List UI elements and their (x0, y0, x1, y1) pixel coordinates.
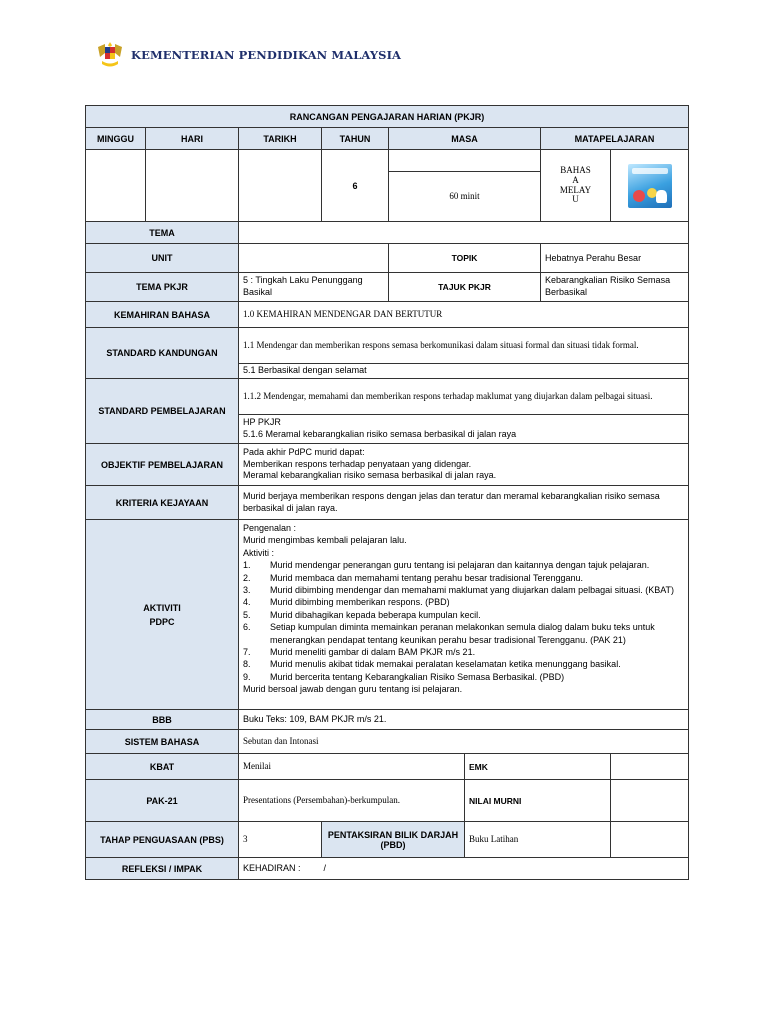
tema-value (239, 222, 689, 244)
label-pak21: PAK-21 (86, 780, 239, 822)
col-tahun: TAHUN (322, 128, 389, 150)
label-aktiviti (86, 520, 239, 710)
label-pentaksiran: PENTAKSIRAN BILIK DARJAH (PBD) (322, 822, 465, 858)
subject-line: U (572, 194, 579, 205)
col-matapelajaran: MATAPELAJARAN (541, 128, 689, 150)
aktiviti-sub-label: Aktiviti : (243, 547, 275, 558)
list-item: 9. Murid bercerita tentang Kebarangkalian Risiko Semasa Berbasikal. (PBD) (243, 671, 565, 682)
kemahiran-value: 1.0 KEMAHIRAN MENDENGAR DAN BERTUTUR (239, 302, 689, 328)
masa-blank (389, 150, 541, 172)
tahun-value: 6 (322, 150, 389, 222)
bbb-value: Buku Teks: 109, BAM PKJR m/s 21. (239, 710, 689, 730)
topik-value: Hebatnya Perahu Besar (541, 244, 689, 273)
ministry-header (95, 40, 401, 70)
tarikh-value (239, 150, 322, 222)
objektif-line: Pada akhir PdPC murid dapat: (243, 446, 365, 457)
aktiviti-list (243, 559, 684, 683)
label-tema: TEMA (86, 222, 239, 244)
kriteria-value: Murid berjaya memberikan respons dengan jelas dan teratur dan meramal kebarangkalian risiko semasa berbasikal di jalan raya. (239, 486, 689, 520)
objektif-cell (239, 444, 689, 486)
pengenalan-label: Pengenalan : (243, 523, 297, 533)
label-unit: UNIT (86, 244, 239, 273)
label-kemahiran: KEMAHIRAN BAHASA (86, 302, 239, 328)
label-objektif: OBJEKTIF PEMBELAJARAN (86, 444, 239, 486)
subject-name (541, 150, 611, 222)
tahap-value: 3 (239, 822, 322, 858)
aktiviti-label: AKTIVITI (143, 602, 181, 613)
sistem-bahasa-value: Sebutan dan Intonasi (239, 730, 689, 754)
list-item: 4. Murid dibimbing memberikan respons. (PBD) (243, 597, 450, 608)
label-refleksi: REFLEKSI / IMPAK (86, 858, 239, 880)
standard-pembelajaran-value: 1.1.2 Mendengar, memahami dan memberikan respons terhadap maklumat yang diujarkan dalam pelbagai situasi. (239, 379, 689, 415)
subject-line: MELAY (559, 184, 592, 195)
lesson-plan-table (85, 105, 689, 880)
standard-kandungan-value: 1.1 Mendengar dan memberikan respons semasa berkomunikasi dalam situasi formal dan situasi tidak formal. (239, 328, 689, 364)
pengenalan-text: Murid mengimbas kembali pelajaran lalu. (243, 535, 407, 546)
kbat-value: Menilai (239, 754, 465, 780)
list-item: 7. Murid meneliti gambar di dalam BAM PKJR m/s 21. (243, 647, 476, 658)
emk-value (611, 754, 689, 780)
ministry-name: KEMENTERIAN PENDIDIKAN MALAYSIA (131, 48, 402, 62)
label-tahap: TAHAP PENGUASAAN (PBS) (86, 822, 239, 858)
label-sistem-bahasa: SISTEM BAHASA (86, 730, 239, 754)
label-kriteria: KRITERIA KEJAYAAN (86, 486, 239, 520)
label-tajuk-pkjr: TAJUK PKJR (389, 273, 541, 302)
col-tarikh: TARIKH (239, 128, 322, 150)
label-topik: TOPIK (389, 244, 541, 273)
masa-value: 60 minit (389, 172, 541, 222)
list-item: 5. Murid dibahagikan kepada beberapa kumpulan kecil. (243, 609, 481, 620)
tajuk-pkjr-value: Kebarangkalian Risiko Semasa Berbasikal (541, 273, 689, 302)
col-masa: MASA (389, 128, 541, 150)
nilai-murni-value (611, 780, 689, 822)
col-hari: HARI (146, 128, 239, 150)
kehadiran-separator: / (323, 862, 327, 873)
kehadiran-label: KEHADIRAN : (243, 862, 301, 873)
label-standard-pembelajaran: STANDARD PEMBELAJARAN (86, 379, 239, 444)
malaysia-crest-icon (95, 41, 125, 69)
subject-cover (611, 150, 689, 222)
list-item: 6. Setiap kumpulan diminta memainkan peranan melakonkan semula dialog dalam buku teks untuk menerangkan pendapat tentang keunikan perahu besar tradisional Terengganu. (PAK 21) (243, 622, 655, 645)
list-item: 1. Murid mendengar penerangan guru tentang isi pelajaran dan kaitannya dengan tajuk pelajaran. (243, 560, 650, 571)
pak21-value: Presentations (Persembahan)-berkumpulan. (239, 780, 465, 822)
tema-pkjr-value: 5 : Tingkah Laku Penunggang Basikal (239, 273, 389, 302)
label-tema-pkjr: TEMA PKJR (86, 273, 239, 302)
subject-line: BAHAS (560, 164, 591, 175)
unit-value (239, 244, 389, 273)
col-minggu: MINGGU (86, 128, 146, 150)
penutup-text: Murid bersoal jawab dengan guru tentang isi pelajaran. (243, 684, 463, 695)
hp-pkjr-cell (239, 415, 689, 444)
label-bbb: BBB (86, 710, 239, 730)
hari-value (146, 150, 239, 222)
objektif-line: Memberikan respons terhadap penyataan yang didengar. (243, 458, 472, 469)
pdpc-label: PDPC (149, 616, 175, 627)
pentaksiran-value: Buku Latihan (465, 822, 611, 858)
standard-kandungan-pkjr: 5.1 Berbasikal dengan selamat (239, 364, 689, 379)
refleksi-cell (239, 858, 689, 880)
subject-line: A (572, 174, 579, 185)
label-emk: EMK (465, 754, 611, 780)
objektif-line: Meramal kebarangkalian risiko semasa berbasikal di jalan raya. (243, 470, 497, 481)
list-item: 2. Murid membaca dan memahami tentang perahu besar tradisional Terengganu. (243, 572, 584, 583)
hp-pkjr-label: HP PKJR (243, 417, 281, 428)
hp-pkjr-text: 5.1.6 Meramal kebarangkalian risiko semasa berbasikal di jalan raya (243, 429, 517, 439)
plan-title: RANCANGAN PENGAJARAN HARIAN (PKJR) (86, 106, 689, 128)
pentaksiran-extra (611, 822, 689, 858)
aktiviti-cell (239, 520, 689, 710)
label-standard-kandungan: STANDARD KANDUNGAN (86, 328, 239, 379)
textbook-cover-icon (628, 164, 672, 208)
list-item: 3. Murid dibimbing mendengar dan memahami maklumat yang diujarkan dalam pelbagai situasi. (KBAT) (243, 585, 675, 596)
label-kbat: KBAT (86, 754, 239, 780)
list-item: 8. Murid menulis akibat tidak memakai peralatan keselamatan ketika menunggang basikal. (243, 659, 621, 670)
minggu-value (86, 150, 146, 222)
label-nilai-murni: NILAI MURNI (465, 780, 611, 822)
